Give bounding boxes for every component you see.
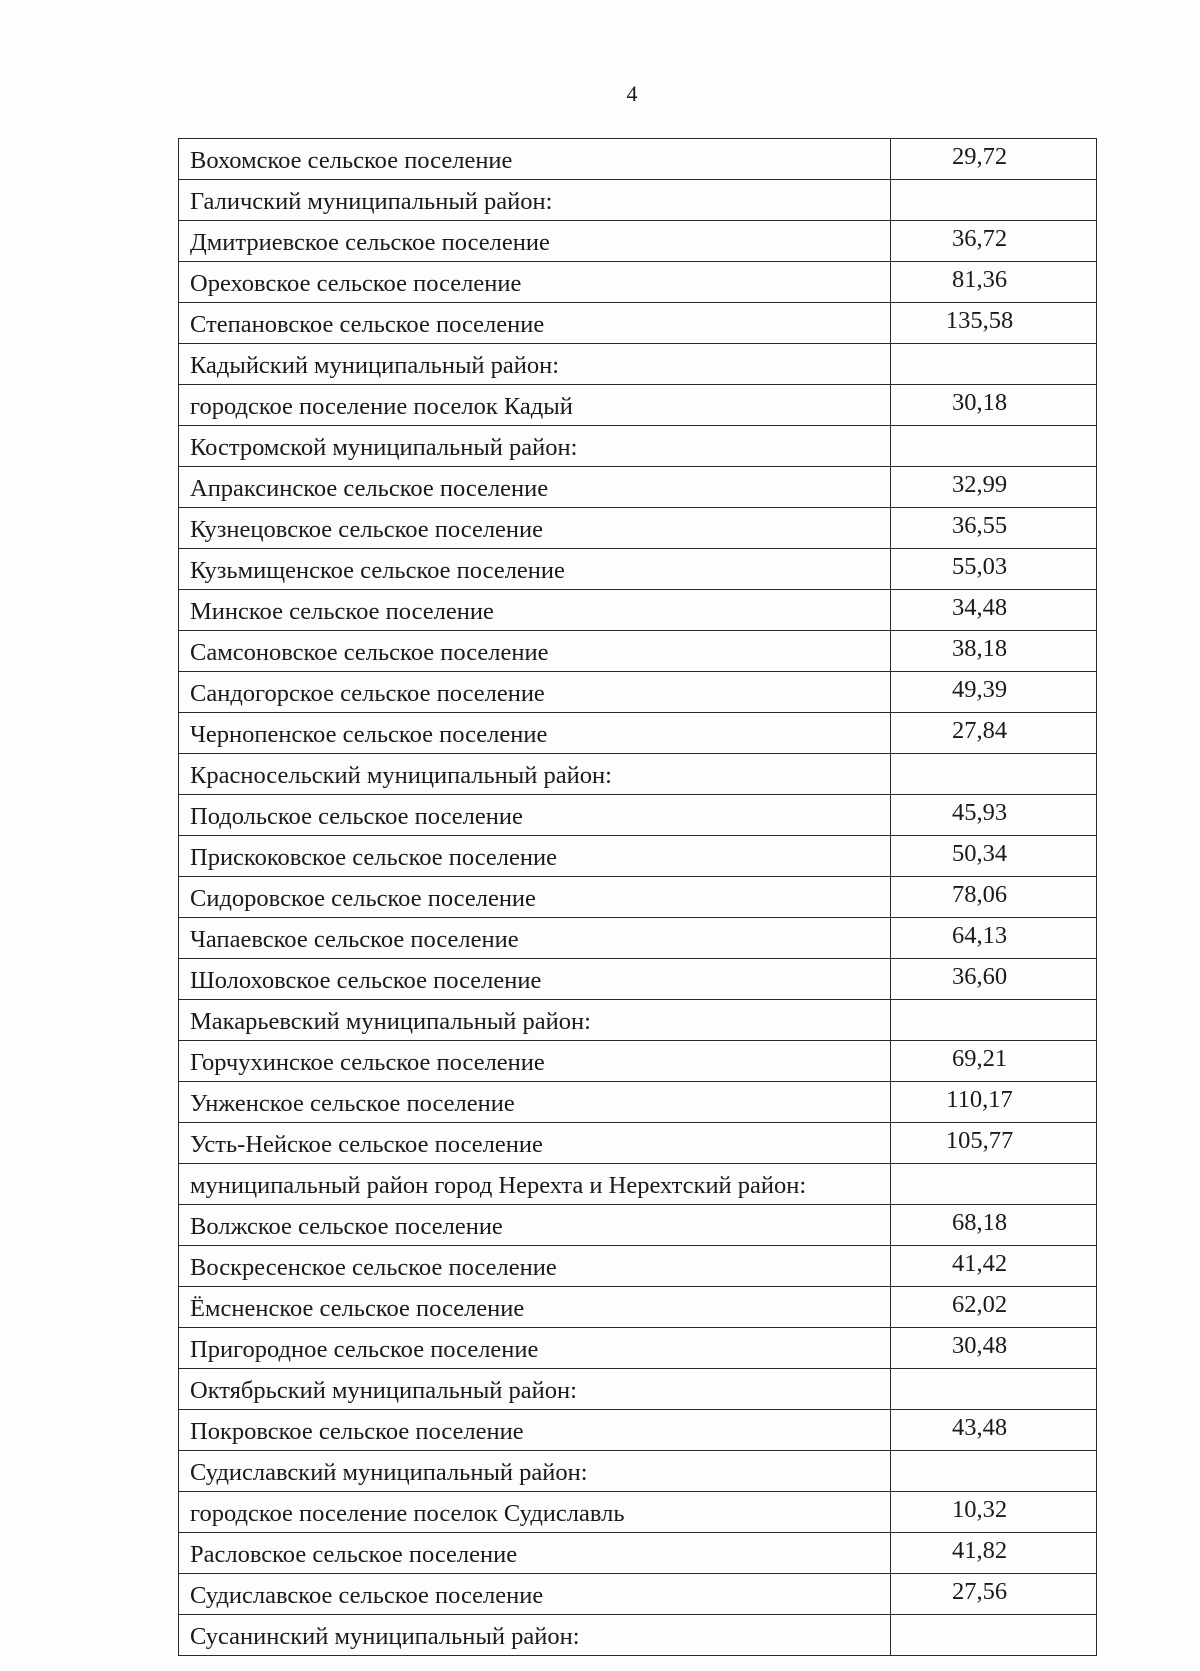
page-number: 4 [626,81,638,106]
settlement-name-cell: Ёмсненское сельское поселение [179,1287,891,1328]
settlement-name-cell: Чапаевское сельское поселение [179,918,891,959]
value-cell: 27,84 [891,713,1097,754]
value-cell: 105,77 [891,1123,1097,1164]
table-row [179,631,1097,672]
value-cell: 10,32 [891,1492,1097,1533]
settlement-name-cell: Чернопенское сельское поселение [179,713,891,754]
table-row [179,303,1097,344]
value-cell: 78,06 [891,877,1097,918]
settlement-name-cell: Вохомское сельское поселение [179,139,891,180]
value-cell [891,754,1097,795]
value-cell: 41,82 [891,1533,1097,1574]
value-cell: 36,55 [891,508,1097,549]
settlement-name-cell: Степановское сельское поселение [179,303,891,344]
settlement-name-cell: муниципальный район город Нерехта и Нерехтский район: [179,1164,891,1205]
value-cell: 38,18 [891,631,1097,672]
settlement-name-cell: Сандогорское сельское поселение [179,672,891,713]
value-cell: 27,56 [891,1574,1097,1615]
settlement-name-cell: Кузьмищенское сельское поселение [179,549,891,590]
settlement-name-cell: Подольское сельское поселение [179,795,891,836]
settlement-name-cell: Ореховское сельское поселение [179,262,891,303]
settlement-name-cell: Унженское сельское поселение [179,1082,891,1123]
settlement-name-cell: Горчухинское сельское поселение [179,1041,891,1082]
value-cell [891,1369,1097,1410]
table-row [179,385,1097,426]
value-cell: 49,39 [891,672,1097,713]
table-row [179,1369,1097,1410]
table-row [179,959,1097,1000]
settlement-name-cell: Дмитриевское сельское поселение [179,221,891,262]
settlement-name-cell: городское поселение поселок Кадый [179,385,891,426]
table-row [179,1082,1097,1123]
value-cell [891,1615,1097,1656]
table-row [179,1574,1097,1615]
table-row [179,1492,1097,1533]
value-cell: 29,72 [891,139,1097,180]
settlement-name-cell: Сусанинский муниципальный район: [179,1615,891,1656]
value-cell [891,1451,1097,1492]
table-row [179,344,1097,385]
table-row [179,918,1097,959]
value-cell: 41,42 [891,1246,1097,1287]
value-cell: 34,48 [891,590,1097,631]
table-row [179,180,1097,221]
table-row [179,549,1097,590]
table-row [179,1451,1097,1492]
table-body [179,139,1097,1656]
table-row [179,221,1097,262]
table-row [179,1123,1097,1164]
table-row [179,713,1097,754]
settlement-name-cell: Октябрьский муниципальный район: [179,1369,891,1410]
value-cell: 36,60 [891,959,1097,1000]
table-row [179,1533,1097,1574]
table-row [179,1000,1097,1041]
table-row [179,1410,1097,1451]
value-cell: 62,02 [891,1287,1097,1328]
settlement-name-cell: Судиславское сельское поселение [179,1574,891,1615]
settlement-name-cell: Кузнецовское сельское поселение [179,508,891,549]
value-cell: 64,13 [891,918,1097,959]
settlement-name-cell: Галичский муниципальный район: [179,180,891,221]
settlement-name-cell: Шолоховское сельское поселение [179,959,891,1000]
table-row [179,1287,1097,1328]
settlement-name-cell: Самсоновское сельское поселение [179,631,891,672]
table-row [179,590,1097,631]
value-cell: 50,34 [891,836,1097,877]
value-cell: 68,18 [891,1205,1097,1246]
table-row [179,1246,1097,1287]
settlement-name-cell: Минское сельское поселение [179,590,891,631]
settlement-name-cell: Пригородное сельское поселение [179,1328,891,1369]
settlement-name-cell: Красносельский муниципальный район: [179,754,891,795]
value-cell [891,1164,1097,1205]
settlement-name-cell: Апраксинское сельское поселение [179,467,891,508]
settlement-name-cell: Судиславский муниципальный район: [179,1451,891,1492]
table-row [179,1328,1097,1369]
settlement-name-cell: Усть-Нейское сельское поселение [179,1123,891,1164]
value-cell: 30,18 [891,385,1097,426]
settlement-name-cell: Прискоковское сельское поселение [179,836,891,877]
value-cell: 36,72 [891,221,1097,262]
settlement-name-cell: Покровское сельское поселение [179,1410,891,1451]
value-cell: 30,48 [891,1328,1097,1369]
value-cell: 32,99 [891,467,1097,508]
value-cell: 81,36 [891,262,1097,303]
value-cell: 43,48 [891,1410,1097,1451]
table-row [179,426,1097,467]
value-cell [891,180,1097,221]
settlement-name-cell: Сидоровское сельское поселение [179,877,891,918]
value-cell: 135,58 [891,303,1097,344]
value-cell: 110,17 [891,1082,1097,1123]
table-row [179,508,1097,549]
settlement-name-cell: городское поселение поселок Судиславль [179,1492,891,1533]
settlement-name-cell: Кадыйский муниципальный район: [179,344,891,385]
settlement-name-cell: Воскресенское сельское поселение [179,1246,891,1287]
settlement-name-cell: Расловское сельское поселение [179,1533,891,1574]
table-row [179,877,1097,918]
table-row [179,836,1097,877]
value-cell [891,1000,1097,1041]
settlement-name-cell: Макарьевский муниципальный район: [179,1000,891,1041]
table-row [179,467,1097,508]
value-cell: 69,21 [891,1041,1097,1082]
value-cell [891,426,1097,467]
table-row [179,262,1097,303]
value-cell: 45,93 [891,795,1097,836]
settlements-table [178,138,1097,1656]
table-row [179,1615,1097,1656]
table-row [179,1205,1097,1246]
settlement-name-cell: Волжское сельское поселение [179,1205,891,1246]
table-row [179,139,1097,180]
table-row [179,1041,1097,1082]
table-row [179,672,1097,713]
table-row [179,795,1097,836]
value-cell [891,344,1097,385]
table-row [179,754,1097,795]
settlement-name-cell: Костромской муниципальный район: [179,426,891,467]
table-row [179,1164,1097,1205]
value-cell: 55,03 [891,549,1097,590]
